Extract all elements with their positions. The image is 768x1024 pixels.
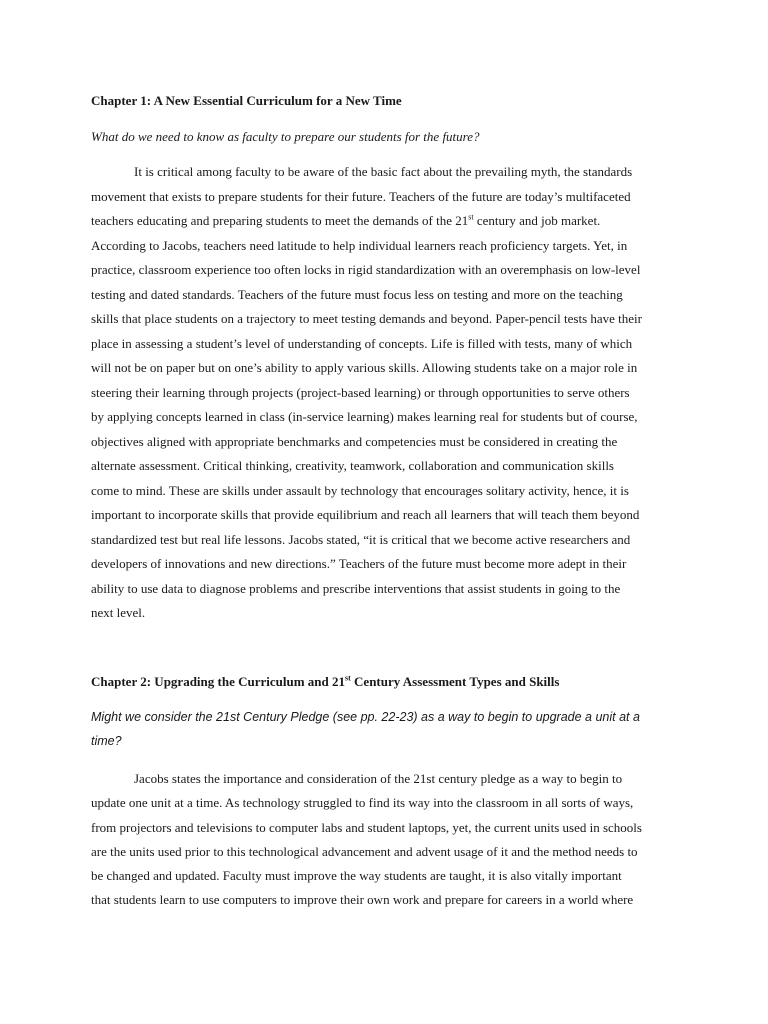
paragraph-line: are the units used prior to this technological advancement and advent usage of it and the method needs to [91,843,638,859]
paragraph-line: ability to use data to diagnose problems and prescribe interventions that assist students in going to the [91,580,621,596]
chapter-1-question: What do we need to know as faculty to prepare our students for the future? [91,129,480,144]
chapter-2-question-line: time? [91,734,122,749]
chapter-2-heading-block [91,674,691,690]
paragraph-line: objectives aligned with appropriate benchmarks and competencies must be considered in creating the [91,433,618,449]
ordinal-superscript: st [468,212,474,222]
chapter-1-question-block [91,129,691,145]
paragraph-line: be changed and updated. Faculty must improve the way students are taught, it is also vitally important [91,868,622,884]
paragraph-line: According to Jacobs, teachers need latitude to help individual learners reach proficiency targets. Yet, in [91,237,628,253]
ordinal-superscript: st [345,673,351,683]
paragraph-line [91,209,691,234]
paragraph-line: update one unit at a time. As technology struggled to find its way into the classroom in all sorts of ways, [91,795,634,811]
paragraph-line: by applying concepts learned in class (in-service learning) makes learning real for students but of course, [91,409,638,424]
chapter-2-heading-tail: Century Assessment Types and Skills [350,674,560,689]
paragraph-line: testing and dated standards. Teachers of the future must focus less on testing and more on the teaching [91,286,623,302]
chapter-2-question-block [91,705,691,754]
chapter-1-heading: Chapter 1: A New Essential Curriculum for a New Time [91,93,402,108]
paragraph-line: practice, classroom experience too often locks in rigid standardization with an overemphasis on low-level [91,262,641,277]
paragraph-line: skills that place students on a trajectory to meet testing demands and beyond. Paper-pencil tests have their [91,311,643,326]
paragraph-line: from projectors and televisions to computer labs and student laptops, yet, the current units used in schools [91,819,642,835]
paragraph-line: alternate assessment. Critical thinking, creativity, teamwork, collaboration and communication skills [91,458,614,473]
paragraph-line: come to mind. These are skills under assault by technology that encourages solitary activity, hence, it is [91,482,629,498]
paragraph-line: developers of innovations and new directions.” Teachers of the future must become more adept in their [91,556,627,571]
paragraph-line: will not be on paper but on one’s ability to apply various skills. Allowing students take on a major role in [91,360,638,375]
paragraph-line: movement that exists to prepare students for their future. Teachers of the future are today’s multifaceted [91,188,631,204]
chapter-1-heading-block [91,93,691,109]
paragraph-line-tail: century and job market. [473,213,601,228]
paragraph-line: important to incorporate skills that provide equilibrium and reach all learners that will teach them beyond [91,507,640,522]
paragraph-line: It is critical among faculty to be aware of the basic fact about the prevailing myth, the standards [134,164,633,179]
paragraph-line: next level. [91,605,146,620]
paragraph-line: Jacobs states the importance and consideration of the 21st century pledge as a way to begin to [134,771,623,786]
chapter-2-heading [91,674,691,690]
paragraph-line-text: teachers educating and preparing students to meet the demands of the 21 [91,213,469,228]
paragraph-line: that students learn to use computers to improve their own work and prepare for careers in a world where [91,892,634,908]
chapter-2-heading-text: Chapter 2: Upgrading the Curriculum and 21 [91,674,346,689]
paragraph-line: standardized test but real life lessons. Jacobs stated, “it is critical that we become active researchers and [91,531,631,547]
chapter-2-paragraph [91,767,691,913]
chapter-2-question-line: Might we consider the 21st Century Pledge (see pp. 22-23) as a way to begin to upgrade a unit at a [91,710,640,724]
paragraph-line: steering their learning through projects (project-based learning) or through opportunities to serve others [91,384,630,400]
paragraph-line: place in assessing a student’s level of understanding of concepts. Life is filled with tests, many of which [91,335,633,351]
chapter-1-paragraph [91,160,691,626]
